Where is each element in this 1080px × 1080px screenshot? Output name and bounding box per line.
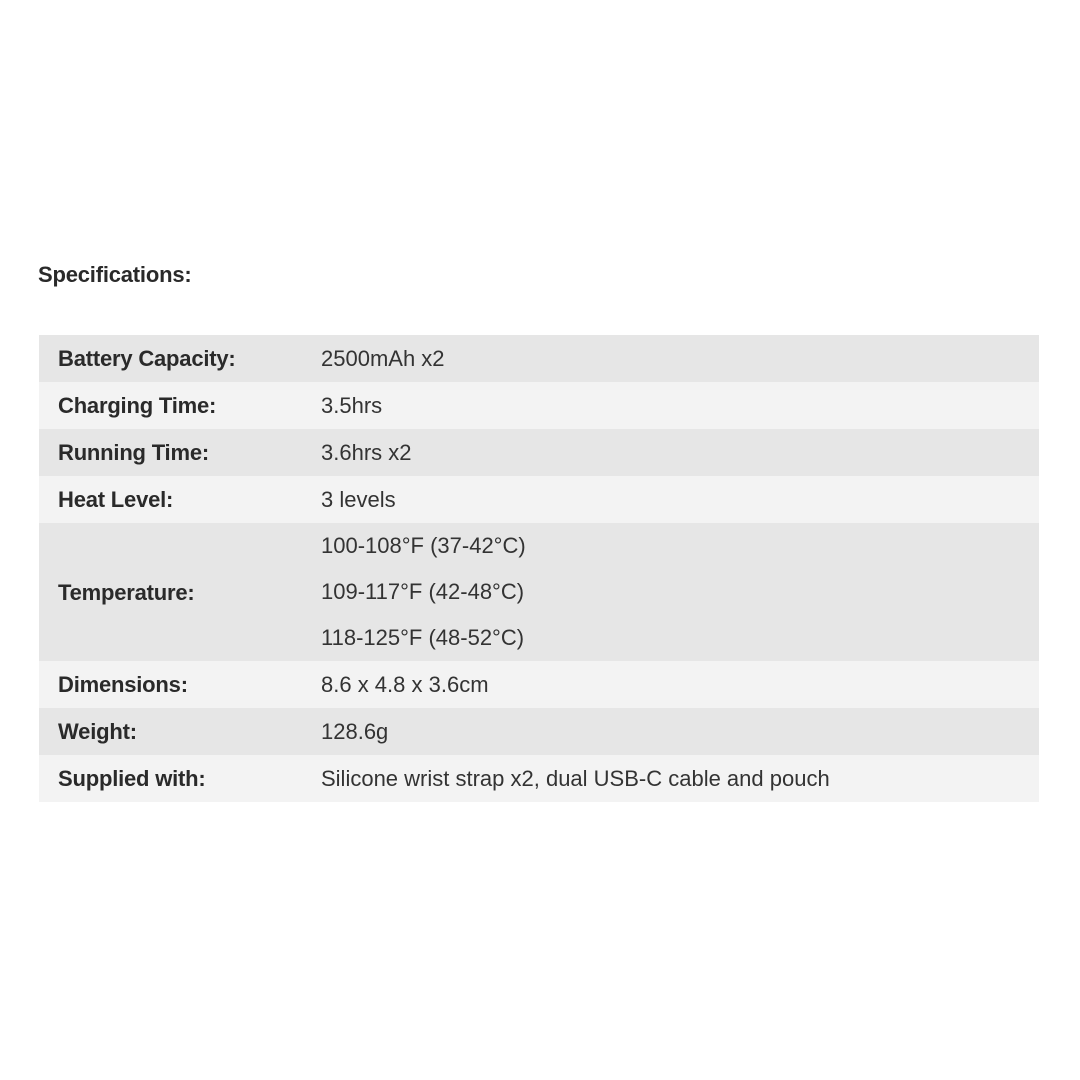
spec-label-battery-capacity: Battery Capacity: bbox=[58, 346, 236, 371]
table-row bbox=[39, 476, 1039, 523]
spec-label-temperature: Temperature: bbox=[58, 579, 195, 605]
spec-value-weight: 128.6g bbox=[321, 719, 389, 744]
table-row bbox=[39, 382, 1039, 429]
spec-label-dimensions: Dimensions: bbox=[58, 672, 188, 697]
table-row bbox=[39, 708, 1039, 755]
spec-value-temperature bbox=[301, 523, 1039, 661]
temperature-level-2: 109-117°F (42-48°C) bbox=[321, 579, 525, 604]
table-row bbox=[39, 661, 1039, 708]
temperature-level-3: 118-125°F (48-52°C) bbox=[321, 625, 525, 650]
spec-label-weight: Weight: bbox=[58, 719, 137, 744]
table-row bbox=[39, 429, 1039, 476]
spec-label-supplied-with: Supplied with: bbox=[58, 766, 206, 791]
spec-label-charging-time: Charging Time: bbox=[58, 393, 217, 418]
spec-value-charging-time: 3.5hrs bbox=[321, 393, 383, 418]
spec-value-dimensions: 8.6 x 4.8 x 3.6cm bbox=[321, 672, 489, 697]
spec-label-heat-level: Heat Level: bbox=[58, 487, 174, 512]
table-row bbox=[39, 755, 1039, 802]
spec-label-running-time: Running Time: bbox=[58, 440, 209, 465]
page-title: Specifications: bbox=[38, 262, 192, 287]
spec-value-supplied-with: Silicone wrist strap x2, dual USB-C cable and pouch bbox=[321, 766, 830, 791]
spec-value-heat-level: 3 levels bbox=[321, 487, 396, 512]
spec-value-battery-capacity: 2500mAh x2 bbox=[321, 346, 445, 371]
table-row bbox=[39, 335, 1039, 382]
spec-value-running-time: 3.6hrs x2 bbox=[321, 440, 412, 465]
temperature-level-1: 100-108°F (37-42°C) bbox=[321, 533, 526, 558]
table-row bbox=[39, 523, 1039, 661]
specifications-table bbox=[39, 335, 1039, 802]
